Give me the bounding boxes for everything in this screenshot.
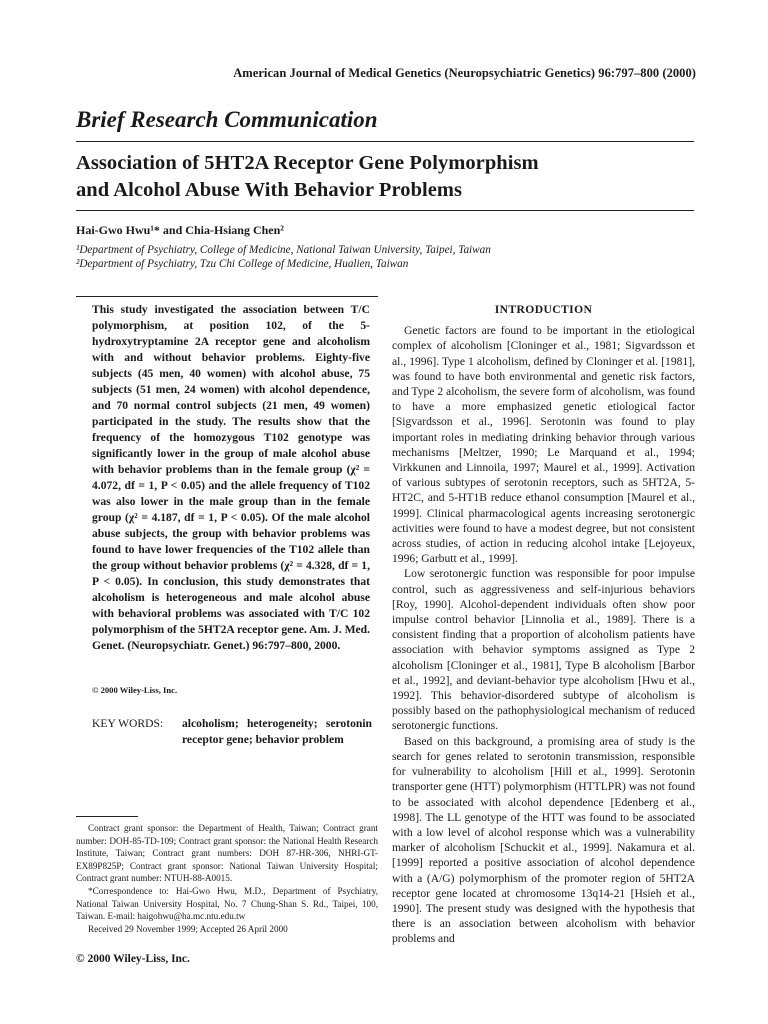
abstract-rule (76, 296, 378, 297)
footnote-correspondence: *Correspondence to: Hai-Gwo Hwu, M.D., Department of Psychiatry, National Taiwan University Hospital, No. 7 Chung-Shan S. Rd., Taipei, 100, Taiwan. E-mail: haigohwu@ha.mc.ntu.edu.tw (76, 885, 378, 922)
abstract-copyright: © 2000 Wiley-Liss, Inc. (92, 685, 178, 695)
affiliation-1: ¹Department of Psychiatry, College of Medicine, National Taiwan University, Taipei, Taiwan (76, 244, 491, 256)
article-title (76, 150, 706, 204)
introduction-section (392, 302, 695, 947)
copyright-notice: © 2000 Wiley-Liss, Inc. (76, 953, 190, 965)
section-label: Brief Research Communication (76, 107, 378, 132)
footnote-received: Received 29 November 1999; Accepted 26 April 2000 (88, 923, 288, 934)
title-bottom-rule (76, 210, 694, 211)
introduction-heading: INTRODUCTION (494, 303, 593, 316)
footnotes (76, 822, 378, 935)
introduction-paragraph-2: Low serotonergic function was responsible for poor impulse control, such as aggressiveness and self-injurious behaviors [Roy, 1990]. Alcohol-dependent individuals often show poor impulse control behavior [Linnolia et al., 1989]. There is a consistent finding that a proportion of alcoholism patients have association with behavior symptoms assigned as Type 2 alcoholism [Cloninger et al., 1981], Type B alcoholism [Barbor et al., 1992], and deviant-behavior type alcoholism [Hwu et al., 1992]. This behavior-disordered subtype of alcoholism is possibly based on the pathophysiological mechanism of reduced serotonergic functions. (392, 567, 695, 733)
affiliation-2: ²Department of Psychiatry, Tzu Chi College of Medicine, Hualien, Taiwan (76, 258, 409, 270)
keywords-text: alcoholism; heterogeneity; serotonin receptor gene; behavior problem (182, 717, 372, 746)
abstract-text: This study investigated the association between T/C polymorphism, at position 102, of the 5-hydroxytryptamine 2A receptor gene and alcoholism with and without behavior problems. Eighty-five subjects (45 men, 40 women) with alcohol abuse, 75 subjects (51 men, 24 women) with alcohol dependence, and 70 normal control subjects (21 men, 49 women) participated in the study. The results show that the frequency of the homozygous T102 genotype was significantly lower in the group of male alcohol abuse with behavior problems than in the female group (χ² = 4.072, df = 1, P < 0.05) and the allele frequency of T102 was also lower in the male group than in the female group (χ² = 4.187, df = 1, P < 0.05). Of the male alcohol abuse subjects, the group with behavior problems was found to have lower frequencies of the T102 allele than the group without behavior problems (χ² = 4.328, df = 1, P < 0.05). In conclusion, this study demonstrates that alcoholism is heterogeneous and male alcohol abuse with behavioral problems was associated with T/C 102 polymorphism of the 5HT2A receptor gene. Am. J. Med. Genet. (Neuropsychiatr. Genet.) 96:797–800, 2000. (92, 303, 370, 652)
title-top-rule (76, 141, 694, 142)
footnote-grant: Contract grant sponsor: the Department of Health, Taiwan; Contract grant number: DOH-85-TD-109; Contract grant sponsor: the National Health Research Institute, Taiwan; Contract grant numbers: DOH 87-HR-306, NHRI-GT-EX89P825P; Contract grant sponsor: National Taiwan University Hospital; Contract grant number: NTUH-88-A0015. (76, 823, 378, 884)
author-list: Hai-Gwo Hwu¹* and Chia-Hsiang Chen² (76, 223, 284, 237)
article-title-line-1: Association of 5HT2A Receptor Gene Polymorphism (76, 152, 539, 174)
article-title-line-2: and Alcohol Abuse With Behavior Problems (76, 179, 463, 201)
introduction-paragraph-1: Genetic factors are found to be important in the etiological complex of alcoholism [Cloninger et al., 1981; Sigvardsson et al., 1996]. Type 1 alcoholism, defined by Cloninger et al. [1981], was found to have both environmental and genetic risk factors, and Type 2 alcoholism, the severe form of alcoholism, was found to have a more emphasized genetic etiological factor [Sigvardsson et al., 1996]. Serotonin was found to play important roles in mediating drinking behavior through various mechanisms [Meltzer, 1990; Le Marquand et al., 1994; Virkkunen and Linnoila, 1997; Maurel et al., 1999]. Activation of various subtypes of serotonin receptors, such as 5HT2A, 5-HT2C, and 5-HT1B reduce ethanol consumption [Maurel et al., 1999]. Clinical pharmacological agents increasing serotonergic activities were found to have a modest degree, but not consistent across studies, of action in reducing alcohol intake [Lejoyeux, 1996; Garbutt et al., 1999]. (392, 324, 695, 566)
journal-header: American Journal of Medical Genetics (Neuropsychiatric Genetics) 96:797–800 (2000) (233, 66, 696, 80)
introduction-paragraph-3: Based on this background, a promising area of study is the search for genes related to serotonin transmission, responsible for vulnerability to alcoholism [Hill et al., 1999]. Serotonin transporter gene (HTT) polymorphism (HTTLPR) was not found to be associated with alcohol dependence [Edenberg et al., 1998]. The LL genotype of the HTT was found to be associated with a low level of alcohol response which was a vulnerability marker of alcoholism [Schuckit et al., 1999]. Nakamura et al. [1999] reported a positive association of alcohol dependence with a (A/G) polymorphism of the promoter region of 5HT2A receptor gene located at chromosome 13q14-21 [Hsieh et al., 1990]. The present study was designed with the hypothesis that there is an association between alcoholism with behavior problems and (392, 734, 695, 946)
footnote-rule (76, 816, 138, 817)
keywords-label: KEY WORDS: (92, 717, 164, 730)
keywords (92, 716, 372, 748)
